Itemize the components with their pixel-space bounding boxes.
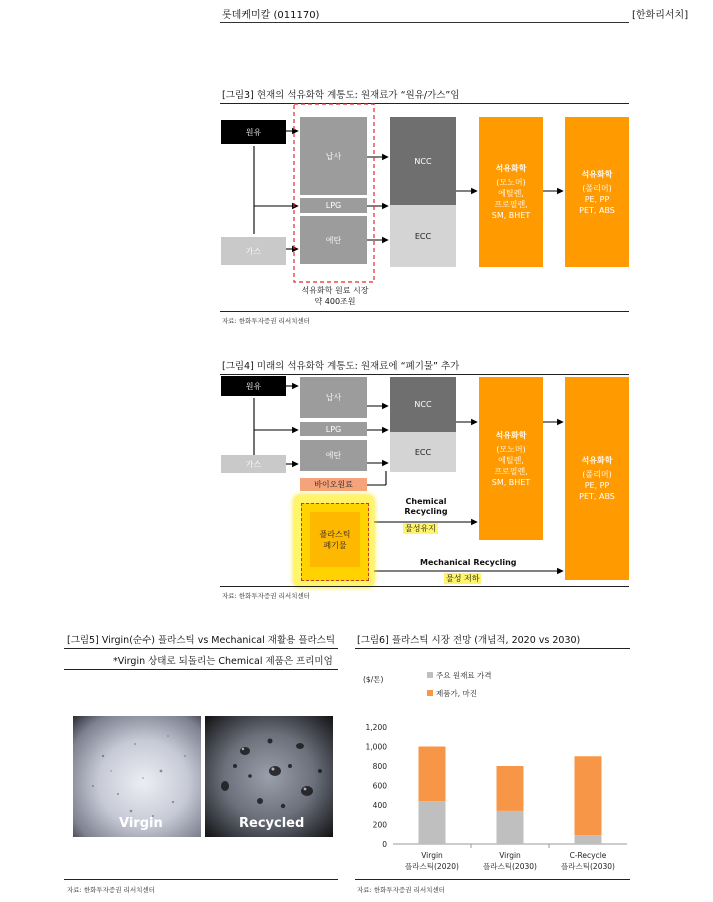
fig3-bottom-rule <box>220 311 629 312</box>
fig3-polymer-box: 석유화학 (폴리머) PE, PP PET, ABS <box>565 117 629 267</box>
fig3-lpg-box: LPG <box>300 198 367 213</box>
fig3-source: 자료: 한화투자증권 리서치센터 <box>222 317 310 325</box>
fig4-crude-box: 원유 <box>221 376 286 396</box>
y-tick-label: 1,000 <box>365 742 387 752</box>
fig3-crude-box: 원유 <box>221 120 286 144</box>
fig3-title: [그림3] 현재의 석유화학 계통도: 원재료가 “원유/가스”임 <box>222 90 460 101</box>
legend-label-1: 주요 원재료 가격 <box>436 671 492 680</box>
fig3-ecc-box: ECC <box>390 205 456 267</box>
fig4-chemical-label: Chemical Recycling <box>404 497 448 516</box>
fig5-title: [그림5] Virgin(순수) 플라스틱 vs Mechanical 재활용 플라스틱 <box>67 635 336 646</box>
fig5-bottom-rule <box>64 879 338 880</box>
y-unit-label: ($/톤) <box>363 675 384 684</box>
x-category-label: Virgin <box>499 851 521 860</box>
y-tick-label: 1,200 <box>365 723 387 732</box>
fig5-source: 자료: 한화투자증권 리서치센터 <box>67 886 155 894</box>
fig5-top-rule <box>64 648 338 649</box>
fig4-bio-box: 바이오원료 <box>300 478 367 491</box>
bar-1-series-2 <box>419 747 446 802</box>
virgin-plastic-photo <box>73 716 201 837</box>
y-tick-label: 800 <box>372 762 387 771</box>
fig4-monomer-box: 석유화학 (모노머) 에틸렌, 프로필렌, SM, BHET <box>479 377 543 540</box>
y-tick-label: 600 <box>372 781 387 791</box>
fig4-waste-box: 플라스틱 폐기물 <box>310 512 360 567</box>
y-tick-label: 400 <box>372 801 387 810</box>
legend-label-2: 제품가, 마진 <box>436 689 477 698</box>
fig4-lpg-box: LPG <box>300 422 367 436</box>
fig6-chart <box>355 660 630 878</box>
fig6-title: [그림6] 플라스틱 시장 전망 (개념적, 2020 vs 2030) <box>357 635 581 646</box>
legend-swatch-1 <box>427 672 433 678</box>
header-company: 롯데케미칼 (011170) <box>222 10 320 21</box>
fig6-bottom-rule <box>355 879 630 880</box>
x-category-label: Virgin <box>421 851 443 860</box>
fig5-sub-rule <box>64 669 338 670</box>
fig4-polymer-box: 석유화학 (폴리머) PE, PP PET, ABS <box>565 377 629 580</box>
fig4-mechanical-label: Mechanical Recycling <box>420 558 517 567</box>
bar-2-series-2 <box>497 766 524 811</box>
fig3-naphtha-box: 납사 <box>300 117 367 195</box>
fig4-gas-box: 가스 <box>221 455 286 473</box>
fig3-ethane-box: 에탄 <box>300 216 367 264</box>
fig4-naphtha-box: 납사 <box>300 377 367 418</box>
y-tick-label: 0 <box>382 840 387 849</box>
fig3-market-label: 석유화학 원료 시장 약 400조원 <box>301 286 369 306</box>
fig4-bottom-rule <box>220 586 629 587</box>
x-category-label: 플라스틱(2020) <box>405 862 459 871</box>
virgin-label: Virgin <box>119 816 163 831</box>
x-category-label: 플라스틱(2030) <box>483 862 537 871</box>
bar-1-series-1 <box>419 801 446 844</box>
fig6-source: 자료: 한화투자증권 리서치센터 <box>357 886 445 894</box>
fig6-top-rule <box>355 648 630 649</box>
x-category-label: C-Recycle <box>569 851 607 860</box>
recycled-plastic-photo <box>205 716 333 837</box>
fig4-ecc-box: ECC <box>390 432 456 472</box>
fig4-ncc-box: NCC <box>390 377 456 432</box>
fig5-subtitle: *Virgin 상태로 되돌리는 Chemical 제품은 프리미엄 <box>113 656 333 667</box>
legend-swatch-2 <box>427 690 433 696</box>
bar-2-series-1 <box>497 811 524 844</box>
fig3-gas-box: 가스 <box>221 237 286 265</box>
fig4-title: [그림4] 미래의 석유화학 계통도: 원재료에 “폐기물” 추가 <box>222 361 460 372</box>
fig4-chemical-note: 물성유지 <box>405 524 436 533</box>
recycled-label: Recycled <box>239 816 305 831</box>
x-category-label: 플라스틱(2030) <box>561 862 615 871</box>
fig3-ncc-box: NCC <box>390 117 456 205</box>
bar-3-series-1 <box>575 835 602 844</box>
fig4-ethane-box: 에탄 <box>300 440 367 471</box>
fig4-mechanical-note: 물성 저하 <box>446 574 480 583</box>
fig3-monomer-box: 석유화학 (모노머) 에틸렌, 프로필렌, SM, BHET <box>479 117 543 267</box>
header-research: [한화리서치] <box>632 10 689 21</box>
fig4-source: 자료: 한화투자증권 리서치센터 <box>222 592 310 600</box>
bar-3-series-2 <box>575 756 602 835</box>
y-tick-label: 200 <box>372 820 387 830</box>
